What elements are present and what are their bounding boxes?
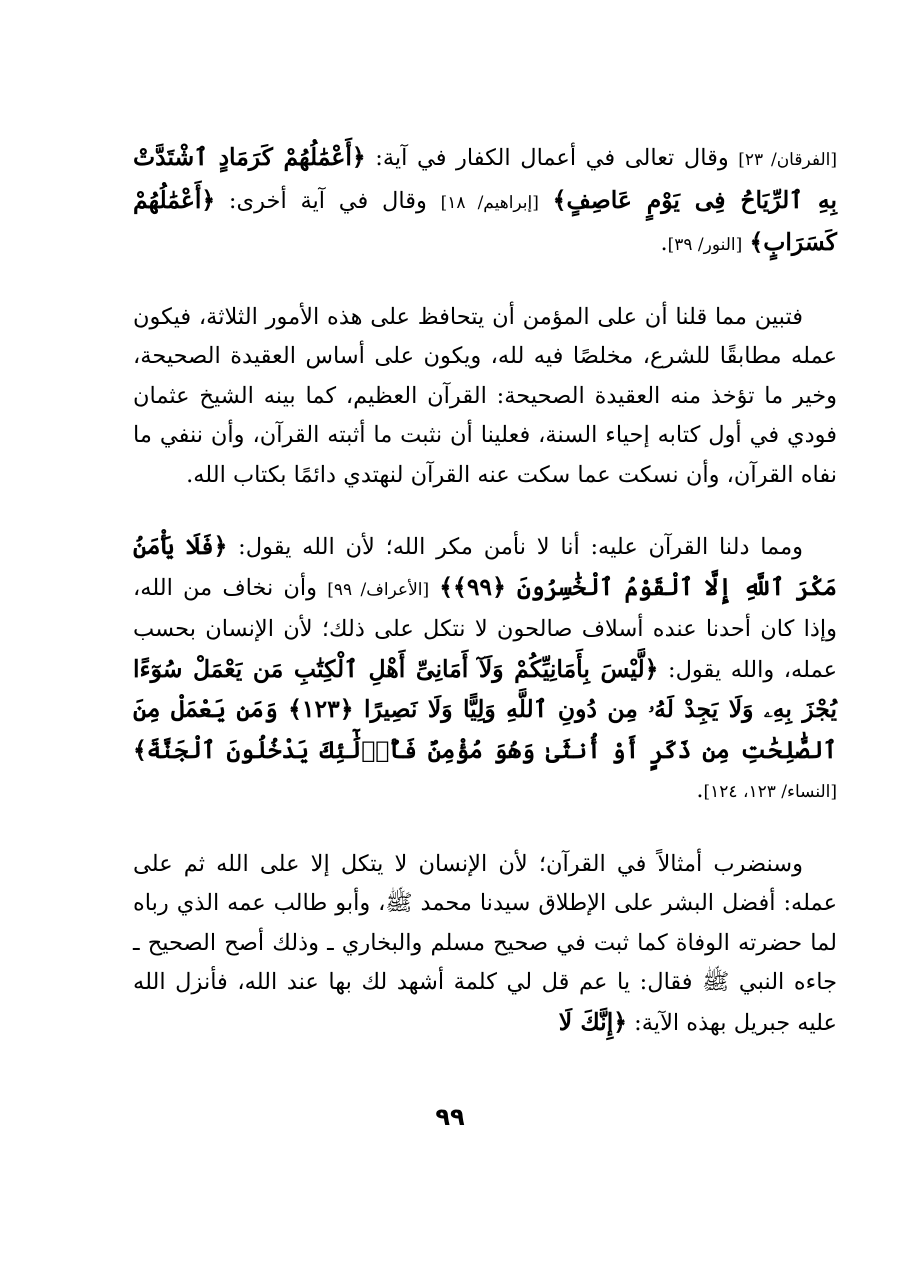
text-run: ومما دلنا القرآن عليه: أنا لا نأمن مكر الله؛ لأن الله يقول: [227, 534, 803, 560]
paragraph-quran-verses-works [133, 138, 837, 266]
reference-citation: [إبراهيم/ ١٨] [440, 192, 539, 213]
reference-citation: [الأعراف/ ٩٩] [327, 579, 430, 600]
quran-verse: ﴿أَعْمَٰلُهُمْ كَسَرَابٍ﴾ [133, 185, 837, 256]
paragraph-fear-of-allah [133, 527, 837, 813]
reference-citation: [النور/ ٣٩] [667, 235, 743, 255]
quran-verse: ﴿لَّيْسَ بِأَمَانِيِّكُمْ وَلَآ أَمَانِىِّ أَهْلِ ٱلْكِتَٰبِ مَن يَعْمَلْ سُوٓءًا يُجْزَ بِهِۦ وَلَا يَجِدْ لَهُۥ مِن دُونِ ٱللَّهِ وَلِيًّا وَلَا نَصِيرًا ﴿١٢٣﴾ وَمَن يَعْمَلْ مِنَ ٱلصَّٰلِحَٰتِ مِن ذَكَرٍ أَوْ أُنثَىٰ وَهُوَ مُؤْمِنٌ فَأُو۟لَٰٓئِكَ يَدْخُلُونَ ٱلْجَنَّةَ﴾ [133, 654, 837, 764]
text-run: . [660, 230, 668, 256]
reference-citation: [النساء/ ١٢٣، ١٢٤] [703, 782, 837, 802]
text-run: فتبين مما قلنا أن على المؤمن أن يتحافظ على هذه الأمور الثلاثة، فيكون عمله مطابقًا للشرع، مخلصًا فيه لله، ويكون على أساس العقيدة الصحيحة، وخير ما تؤخذ منه العقيدة الصحيحة: القرآن العظيم، كما بينه الشيخ عثمان فودي في أول كتابه إحياء السنة، فعلينا أن نثبت ما أثبته القرآن، وأن ننفي ما نفاه القرآن، وأن نسكت عما سكت عنه القرآن لنهتدي دائمًا بكتاب الله. [133, 303, 837, 488]
text-run: . [696, 777, 704, 803]
text-run [539, 188, 553, 214]
paragraph-examples [133, 845, 837, 1044]
quran-verse: ﴿أَعْمَٰلُهُمْ كَرَمَادٍ ٱشْتَدَّتْ بِهِ ٱلرِّيَاحُ فِى يَوْمٍ عَاصِفٍ﴾ [133, 143, 838, 214]
quran-verse: ﴿فَلَا يَأْمَنُ مَكْرَ ٱللَّهِ إِلَّا ٱلْقَوْمُ ٱلْخَٰسِرُونَ ﴿٩٩﴾﴾ [133, 532, 838, 601]
quran-verse: ﴿إِنَّكَ لَا [558, 1007, 628, 1036]
text-run [429, 575, 439, 601]
reference-citation: [الفرقان/ ٢٣] [738, 150, 837, 170]
text-run: وأن نخاف من الله، وإذا كان أحدنا عنده أسلاف صالحون لا نتكل على ذلك؛ لأن الإنسان بحسب عمله، والله يقول: [133, 574, 838, 683]
text-run: وسنضرب أمثالاً في القرآن؛ لأن الإنسان لا يتكل إلا على الله ثم على عمله: أفضل البشر على الإطلاق سيدنا محمد ﷺ، وأبو طالب عمه الذي رباه لما حضرته الوفاة كما ثبت في صحيح مسلم والبخاري ـ وذلك أصح الصحيح ـ جاءه النبي ﷺ فقال: يا عم قل لي كلمة أشهد لك بها عند الله، فأنزل الله عليه جبريل بهذه الآية: [133, 850, 837, 1036]
text-run: وقال في آية أخرى: [215, 187, 441, 214]
page-body [133, 138, 837, 1043]
page-number: ٩٩ [435, 1103, 465, 1131]
paragraph-three-matters [133, 298, 837, 496]
text-run: وقال تعالى في أعمال الكفار في آية: [365, 145, 739, 171]
